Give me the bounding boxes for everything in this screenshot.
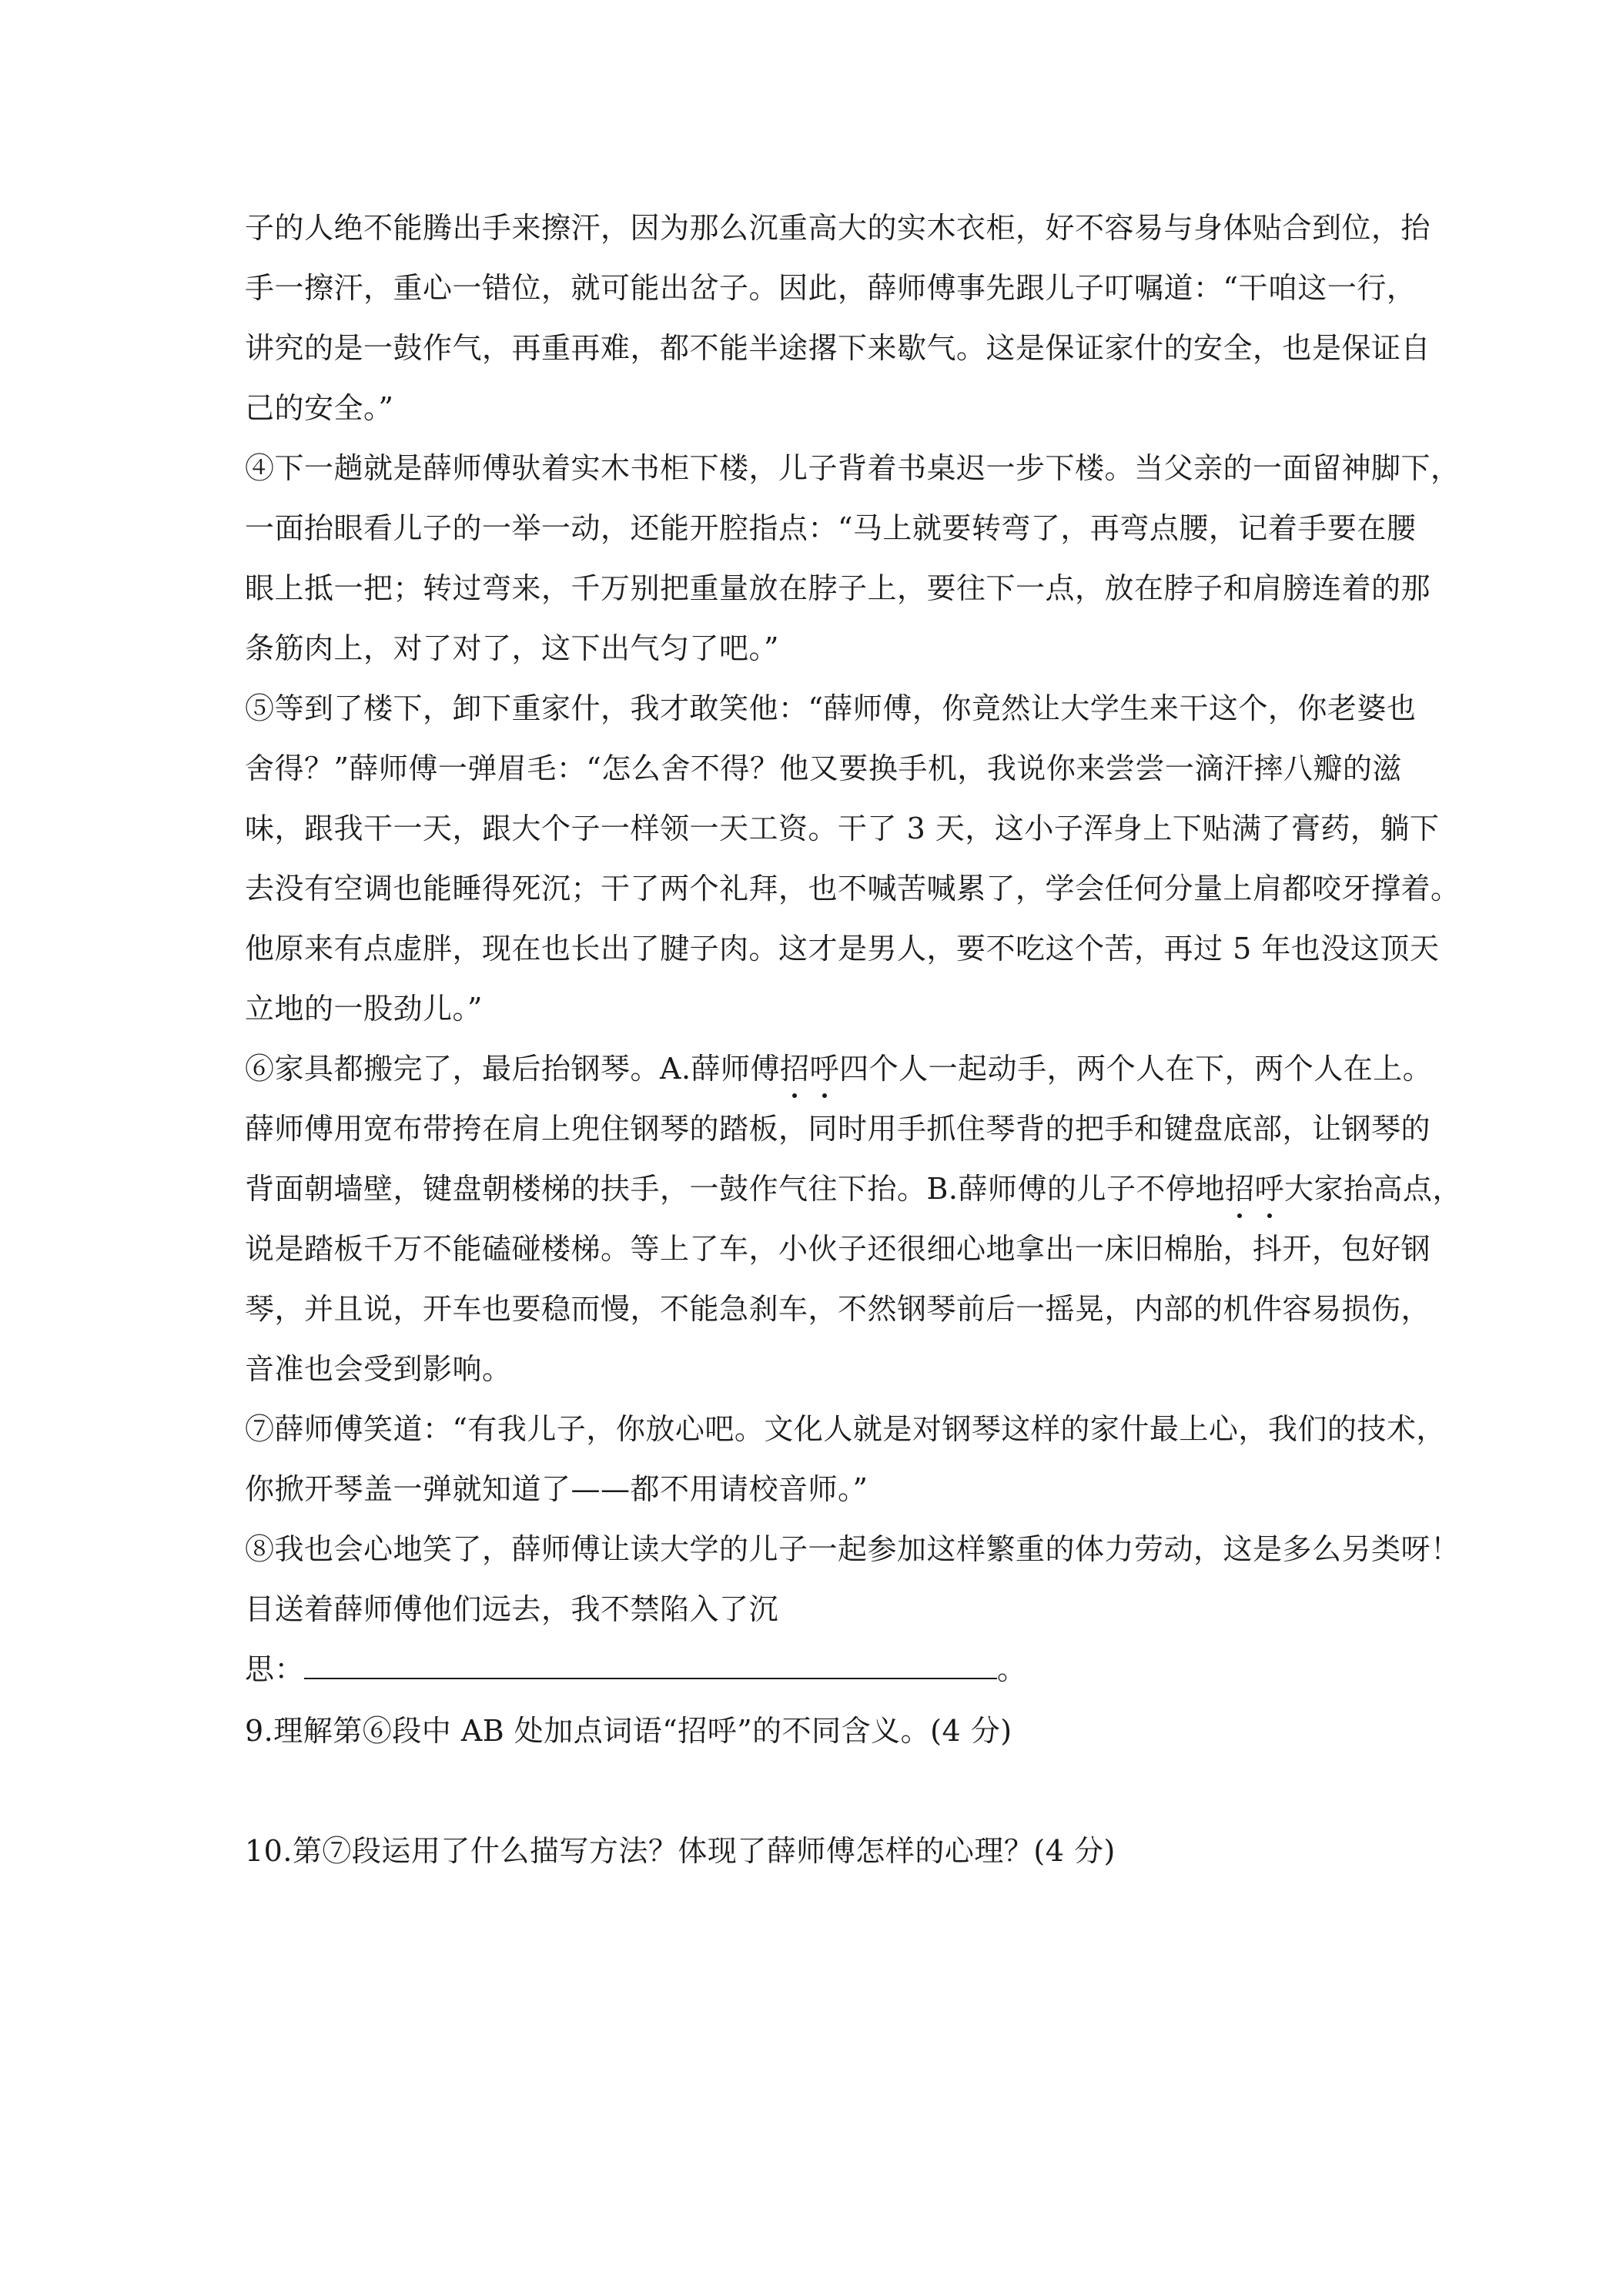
- p5-line-1: ⑤等到了楼下，卸下重家什，我才敢笑他：“薛师傅，你竟然让大学生来干这个，你老婆也: [245, 691, 1417, 725]
- p5-line-2: 舍得？”薛师傅一弹眉毛：“怎么舍不得？他又要换手机，我说你来尝尝一滴汗摔八瓣的滋: [245, 751, 1402, 785]
- p6-line-1-post: 四个人一起动手，两个人在下，两个人在上。: [839, 1052, 1433, 1086]
- p4-line-1: ④下一趟就是薛师傅驮着实木书柜下楼，儿子背着书桌迟一步下楼。当父亲的一面留神脚下，: [245, 451, 1461, 485]
- p8-answer-line: [245, 1648, 1400, 1691]
- p3-line-2: 手一擦汗，重心一错位，就可能出岔子。因此，薛师傅事先跟儿子叮嘱道：“干咱这一行，: [245, 271, 1417, 305]
- question-9: 9.理解第⑥段中 AB 处加点词语“招呼”的不同含义。(4 分): [245, 1714, 1012, 1748]
- p8-line-1: ⑧我也会心地笑了，薛师傅让读大学的儿子一起参加这样繁重的体力劳动，这是多么另类呀！: [245, 1532, 1461, 1566]
- p8-line-2: 目送着薛师傅他们远去，我不禁陷入了沉: [245, 1592, 779, 1626]
- p3-line-3: 讲究的是一鼓作气，再重再难，都不能半途撂下来歇气。这是保证家什的安全，也是保证自: [245, 331, 1431, 365]
- p5-line-6: 立地的一股劲儿。”: [245, 992, 483, 1026]
- question-10: 10.第⑦段运用了什么描写方法？体现了薛师傅怎样的心理？(4 分): [245, 1834, 1116, 1868]
- emphasis-char-a2: 呼: [810, 1047, 840, 1090]
- p6-line-2: 薛师傅用宽布带挎在肩上兜住钢琴的踏板，同时用手抓住琴背的把手和键盘底部，让钢琴的: [245, 1112, 1431, 1146]
- p8-blank-prefix: 思：: [245, 1652, 305, 1686]
- p8-blank-suffix: 。: [997, 1652, 1027, 1686]
- p6-line-3: [245, 1167, 1463, 1210]
- p6-line-4: 说是踏板千万不能磕碰楼梯。等上了车，小伙子还很细心地拿出一床旧棉胎，抖开，包好钢: [245, 1232, 1431, 1266]
- p3-line-4: 己的安全。”: [245, 391, 394, 425]
- p6-line-3-post: 大家抬高点，: [1284, 1172, 1463, 1206]
- p7-line-1: ⑦薛师傅笑道：“有我儿子，你放心吧。文化人就是对钢琴这样的家什最上心，我们的技术，: [245, 1412, 1446, 1446]
- p6-line-1: [245, 1047, 1433, 1090]
- p7-line-2: 你掀开琴盖一弹就知道了——都不用请校音师。”: [245, 1472, 868, 1506]
- p6-line-3-pre: 背面朝墙壁，键盘朝楼梯的扶手，一鼓作气往下抬。B.薛师傅的儿子不停地: [245, 1172, 1226, 1206]
- p4-line-4: 条筋肉上，对了对了，这下出气匀了吧。”: [245, 631, 779, 665]
- p5-line-4: 去没有空调也能睡得死沉；干了两个礼拜，也不喊苦喊累了，学会任何分量上肩都咬牙撑着。: [245, 872, 1461, 905]
- emphasis-char-a1: 招: [780, 1047, 810, 1090]
- p6-line-6: 音准也会受到影响。: [245, 1352, 512, 1386]
- p5-line-3: 味，跟我干一天，跟大个子一样领一天工资。干了 3 天，这小子浑身上下贴满了膏药，躺下: [245, 812, 1440, 845]
- emphasis-char-b1: 招: [1225, 1167, 1255, 1210]
- p6-line-1-pre: ⑥家具都搬完了，最后抬钢琴。A.薛师傅: [245, 1052, 781, 1086]
- p5-line-5: 他原来有点虚胖，现在也长出了腱子肉。这才是男人，要不吃这个苦，再过 5 年也没这顶天: [245, 932, 1440, 966]
- fill-in-blank[interactable]: [304, 1652, 997, 1679]
- p4-line-2: 一面抬眼看儿子的一举一动，还能开腔指点：“马上就要转弯了，再弯点腰，记着手要在腰: [245, 511, 1417, 545]
- p4-line-3: 眼上抵一把；转过弯来，千万别把重量放在脖子上，要往下一点，放在脖子和肩膀连着的那: [245, 571, 1431, 605]
- p3-line-1: 子的人绝不能腾出手来擦汗，因为那么沉重高大的实木衣柜，好不容易与身体贴合到位，抬: [245, 211, 1431, 245]
- p6-line-5: 琴，并且说，开车也要稳而慢，不能急刹车，不然钢琴前后一摇晃，内部的机件容易损伤，: [245, 1292, 1431, 1326]
- emphasis-char-b2: 呼: [1255, 1167, 1285, 1210]
